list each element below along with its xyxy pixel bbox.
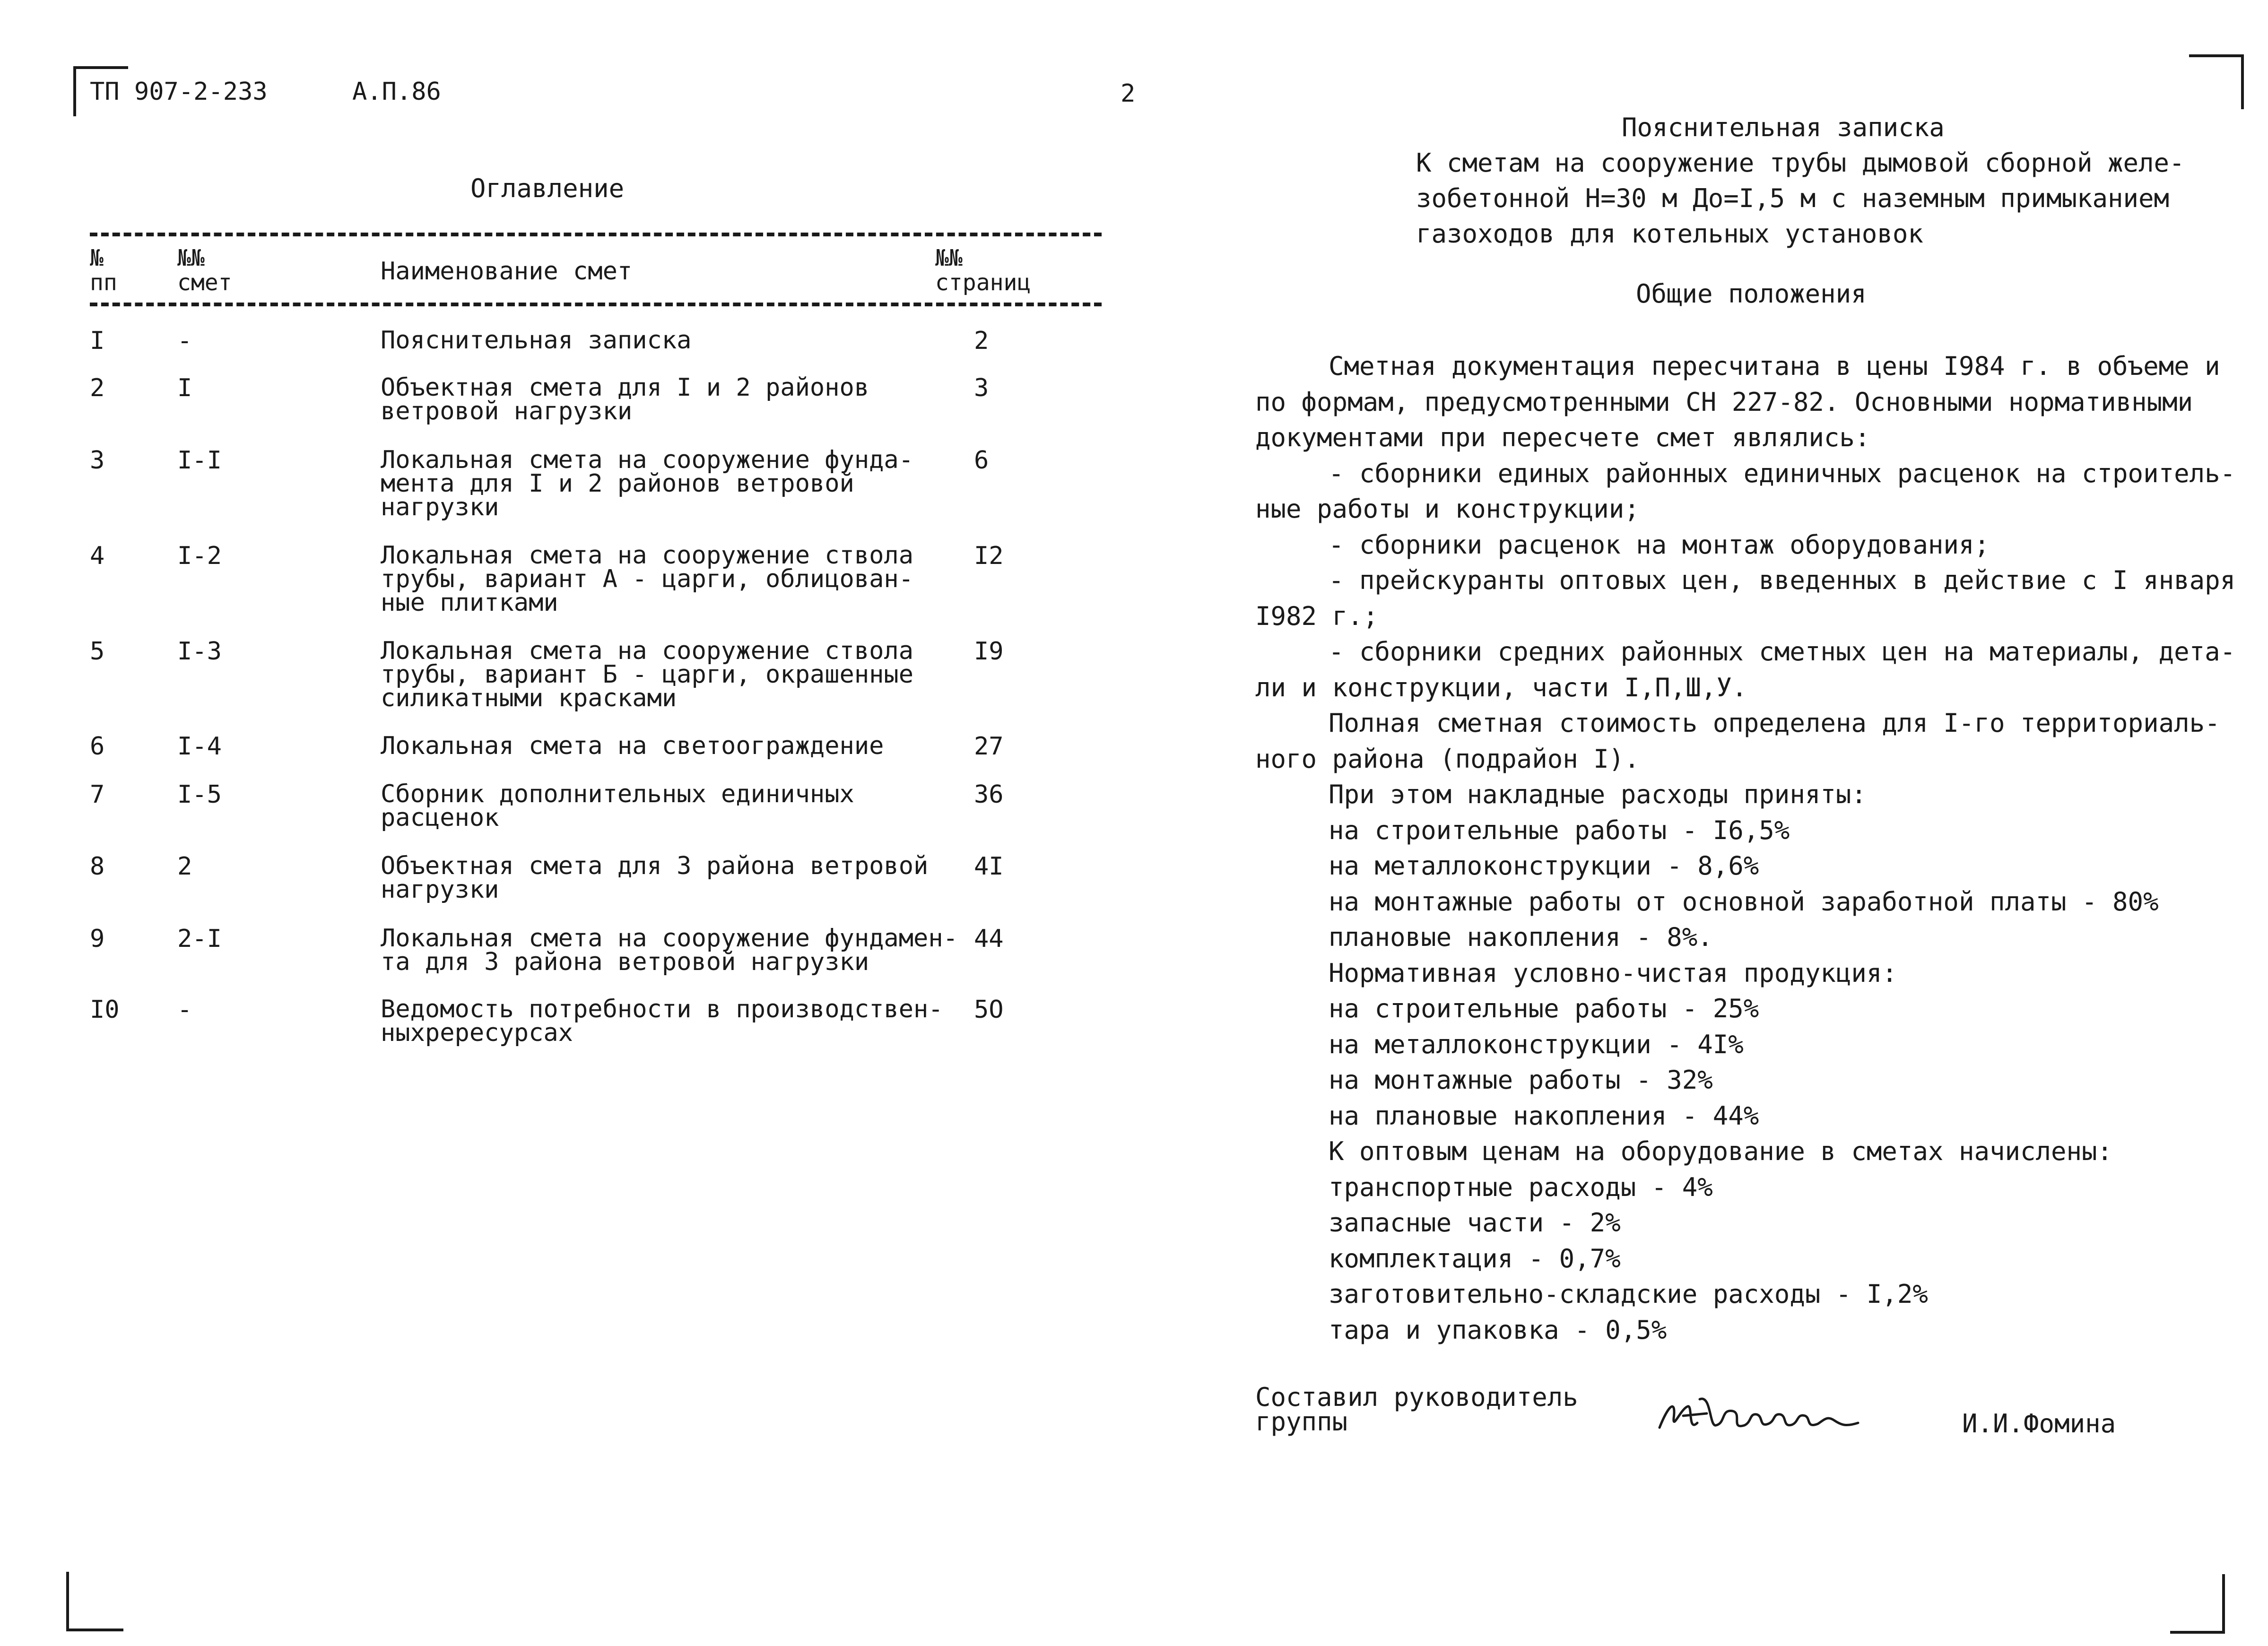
toc-row-estimate: 2 (177, 852, 192, 881)
toc-row-name-line: ныхрересурсах (381, 1019, 573, 1047)
toc-row-page: 5О (974, 996, 1004, 1024)
note-line: - прейскуранты оптовых цен, введенных в действие с I января (1329, 565, 2236, 595)
toc-row-name-line: трубы, вариант Б - царги, окрашенные (381, 660, 914, 689)
note-line: на металлоконструкции - 8,6% (1329, 851, 1759, 881)
toc-row-name-line: силикатными красками (381, 684, 677, 712)
toc-row-name (381, 734, 884, 758)
toc-row-estimate: I-2 (177, 542, 222, 570)
toc-row-name-line: ные плитками (381, 589, 558, 617)
note-line: заготовительно-складские расходы - I,2% (1329, 1279, 1928, 1309)
toc-row-page: 27 (974, 732, 1004, 761)
document-code: ТП 907-2-233 (90, 78, 268, 106)
note-line: - сборники расценок на монтаж оборудования; (1329, 530, 1990, 560)
note-line: запасные части - 2% (1329, 1208, 1621, 1238)
note-line: транспортные расходы - 4% (1329, 1172, 1713, 1202)
note-line: ные работы и конструкции; (1255, 494, 1640, 524)
toc-row-estimate: - (177, 327, 192, 355)
toc-row-name (381, 782, 854, 830)
toc-row-number: I0 (90, 996, 120, 1024)
toc-row-name-line: Пояснительная записка (381, 326, 692, 355)
note-line: Сметная документация пересчитана в цены I984 г. в объеме и (1329, 351, 2220, 381)
note-line: I982 г.; (1255, 601, 1379, 631)
toc-row-estimate: - (177, 996, 192, 1024)
note-line: - сборники средних районных сметных цен на материалы, дета- (1329, 637, 2236, 667)
corner-mark-bottom-right (2170, 1574, 2225, 1634)
toc-row-name (381, 373, 869, 425)
note-line: К оптовым ценам на оборудование в сметах начислены: (1329, 1136, 2113, 1166)
note-line: тара и упаковка - 0,5% (1329, 1315, 1667, 1345)
toc-row-name (381, 326, 692, 355)
toc-row-name-line: Объектная смета для 3 района ветровой (381, 852, 929, 880)
col-header-name: Наименование смет (381, 257, 633, 286)
note-subtitle-line-1: К сметам на сооружение трубы дымовой сборной желе- (1416, 148, 2185, 178)
note-line: на монтажные работы - 32% (1329, 1065, 1713, 1095)
note-line: на плановые накопления - 44% (1329, 1101, 1759, 1131)
note-line: ли и конструкции, части I,П,Ш,У. (1255, 673, 1747, 702)
toc-row-page: 2 (974, 327, 989, 355)
note-line: плановые накопления - 8%. (1329, 922, 1713, 952)
toc-row-number: I (90, 327, 105, 355)
note-line: на строительные работы - 25% (1329, 994, 1759, 1023)
toc-row-number: 8 (90, 852, 105, 881)
toc-row-estimate: I (177, 374, 192, 402)
toc-row-name (381, 924, 958, 976)
col-header-num: № пп (90, 245, 117, 296)
page-number: 2 (1121, 79, 1136, 108)
toc-row-page: I2 (974, 542, 1004, 570)
note-subtitle-line-3: газоходов для котельных установок (1416, 219, 1923, 249)
toc-row-name (381, 639, 913, 710)
toc-row-number: 6 (90, 732, 105, 761)
toc-row-page: 3 (974, 374, 989, 402)
toc-row-name-line: Объектная смета для I и 2 районов (381, 373, 869, 402)
toc-row-name-line: трубы, вариант А - царги, облицован- (381, 565, 914, 593)
note-line: по формам, предусмотренными СН 227-82. Основными нормативными (1255, 387, 2193, 417)
note-line: Полная сметная стоимость определена для I-го территориаль- (1329, 708, 2220, 738)
toc-row-name-line: Локальная смета на сооружение фунда- (381, 446, 914, 474)
toc-top-rule (90, 233, 1102, 236)
note-line: ного района (подрайон I). (1255, 744, 1640, 774)
toc-header-rule (90, 303, 1102, 306)
toc-row-estimate: 2-I (177, 925, 222, 953)
toc-row-name-line: Локальная смета на сооружение ствола (381, 637, 914, 665)
note-line: Нормативная условно-чистая продукция: (1329, 958, 1897, 988)
album-code: А.П.86 (352, 78, 441, 106)
toc-row-estimate: I-3 (177, 637, 222, 666)
toc-row-page: 36 (974, 780, 1004, 809)
note-line: - сборники единых районных единичных расценок на строитель- (1329, 459, 2236, 488)
toc-row-number: 9 (90, 925, 105, 953)
toc-row-name-line: та для 3 района ветровой нагрузки (381, 948, 869, 976)
toc-row-name-line: Локальная смета на сооружение ствола (381, 541, 914, 570)
note-line: на монтажные работы от основной заработной платы - 80% (1329, 887, 2159, 917)
note-line: на строительные работы - I6,5% (1329, 815, 1790, 845)
toc-row-page: 6 (974, 446, 989, 475)
toc-row-estimate: I-4 (177, 732, 222, 761)
corner-mark-top-right (2189, 54, 2244, 109)
note-line: документами при пересчете смет являлись: (1255, 423, 1870, 452)
toc-row-number: 7 (90, 780, 105, 809)
toc-row-page: I9 (974, 637, 1004, 666)
toc-row-name (381, 852, 929, 904)
toc-row-number: 5 (90, 637, 105, 666)
compiler-role: Составил руководитель группы (1255, 1382, 1578, 1437)
toc-row-name (381, 541, 914, 617)
note-subtitle-line-2: зобетонной Н=30 м До=I,5 м с наземным примыканием (1416, 183, 2170, 213)
toc-row-name-line: Сборник дополнительных единичных (381, 780, 854, 808)
toc-row-name (381, 997, 943, 1045)
toc-row-number: 4 (90, 542, 105, 570)
handwritten-signature (1655, 1390, 1863, 1442)
toc-row-number: 3 (90, 446, 105, 475)
corner-mark-bottom-left (66, 1572, 123, 1631)
toc-row-name-line: расценок (381, 804, 499, 832)
toc-title: Оглавление (470, 173, 625, 203)
note-line: При этом накладные расходы приняты: (1329, 780, 1867, 809)
toc-row-page: 4I (974, 852, 1004, 881)
toc-row-name-line: нагрузки (381, 875, 499, 904)
toc-row-name-line: Локальная смета на светоограждение (381, 732, 884, 760)
toc-row-name-line: мента для I и 2 районов ветровой (381, 469, 854, 498)
note-line: на металлоконструкции - 4I% (1329, 1030, 1744, 1059)
toc-row-estimate: I-I (177, 446, 222, 475)
toc-row-name-line: нагрузки (381, 493, 499, 521)
toc-row-estimate: I-5 (177, 780, 222, 809)
note-title: Пояснительная записка (1622, 113, 1945, 142)
toc-row-name (381, 448, 913, 519)
toc-row-name-line: Локальная смета на сооружение фундамен- (381, 924, 958, 953)
compiler-name: И.И.Фомина (1962, 1409, 2116, 1438)
toc-row-name-line: ветровой нагрузки (381, 397, 633, 425)
toc-row-page: 44 (974, 925, 1004, 953)
toc-row-number: 2 (90, 374, 105, 402)
toc-row-name-line: Ведомость потребности в производствен- (381, 995, 943, 1023)
col-header-estimate: №№ смет (177, 245, 232, 296)
note-section-title: Общие положения (1636, 279, 1867, 309)
note-line: комплектация - 0,7% (1329, 1244, 1621, 1273)
col-header-pages: №№ страниц (935, 245, 1031, 296)
